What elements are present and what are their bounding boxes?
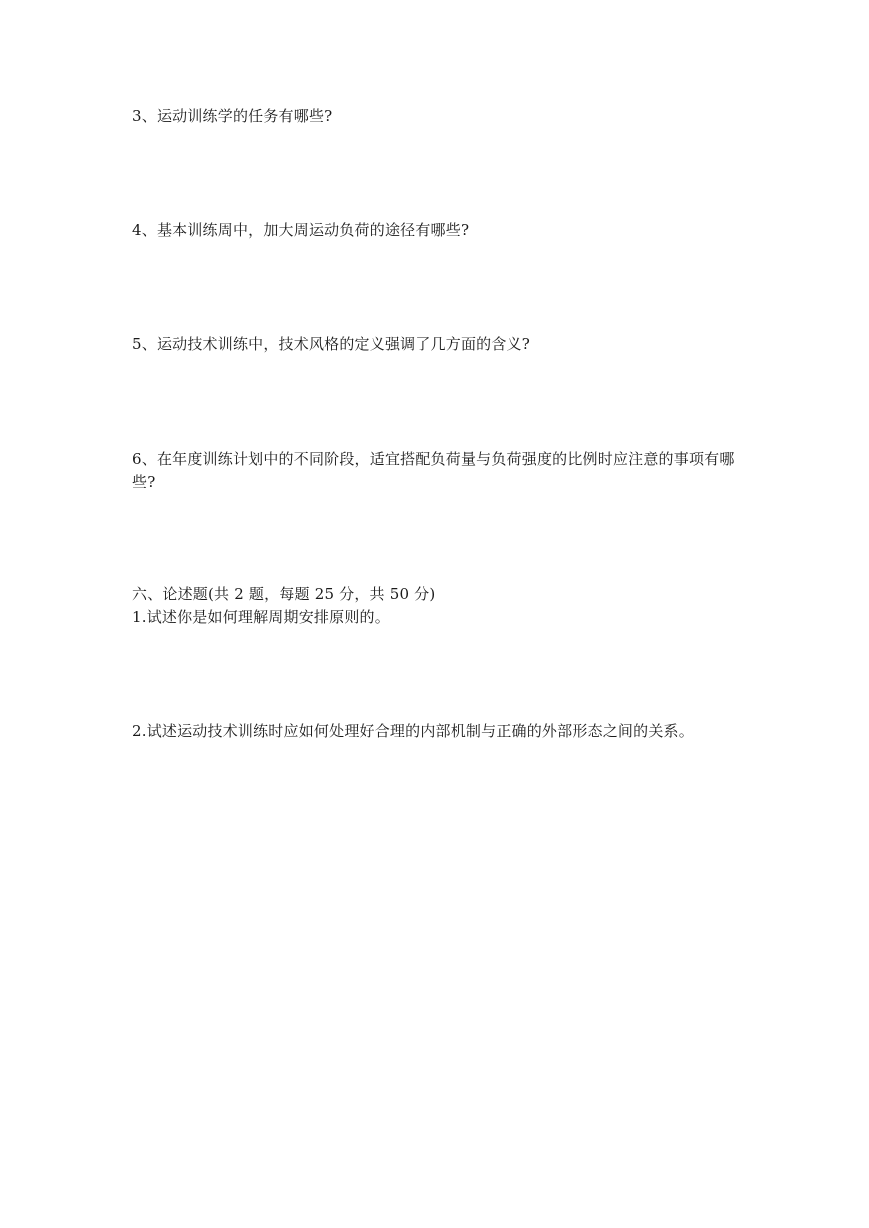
question-6-line-1: 6、在年度训练计划中的不同阶段，适宜搭配负荷量与负荷强度的比例时应注意的事项有哪 (132, 450, 735, 468)
question-4: 4、基本训练周中，加大周运动负荷的途径有哪些? (132, 221, 470, 239)
section-six-heading: 六、论述题(共 2 题，每题 25 分，共 50 分) (132, 585, 436, 603)
essay-question-1: 1.试述你是如何理解周期安排原则的。 (132, 608, 390, 626)
question-5: 5、运动技术训练中，技术风格的定义强调了几方面的含义? (132, 335, 530, 353)
question-6-line-2: 些? (132, 473, 156, 491)
question-3: 3、运动训练学的任务有哪些? (132, 107, 333, 125)
essay-question-2: 2.试述运动技术训练时应如何处理好合理的内部机制与正确的外部形态之间的关系。 (132, 722, 694, 740)
